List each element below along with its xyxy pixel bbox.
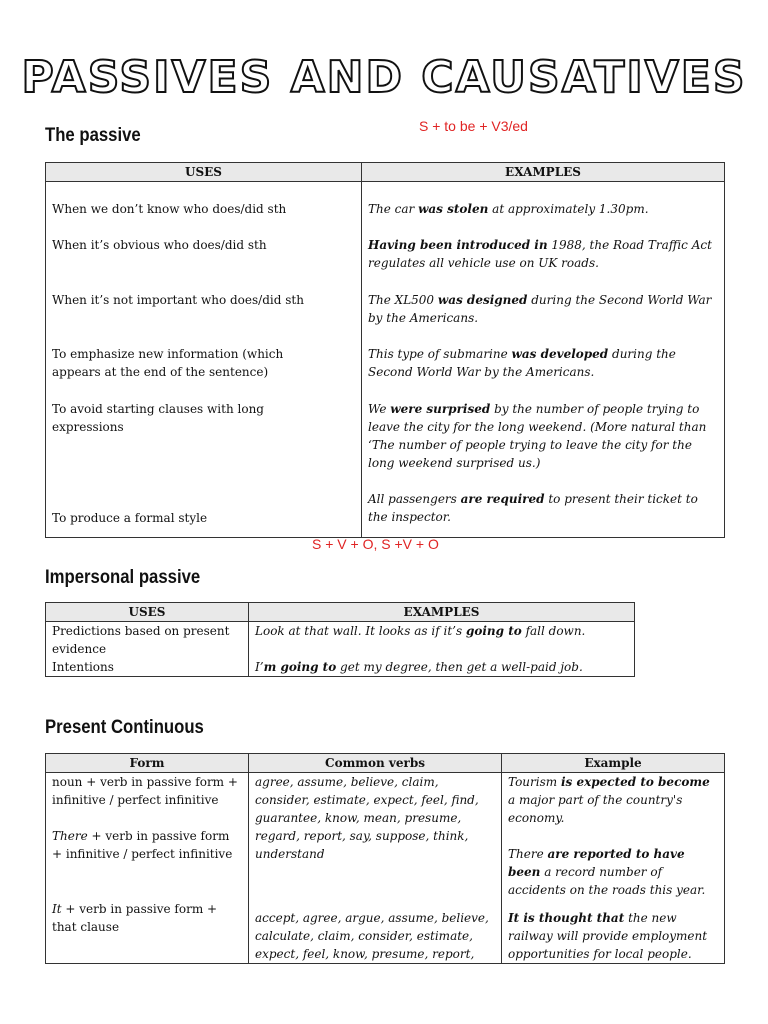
use-item: When it’s not important who does/did sth — [52, 293, 304, 307]
example-sentence: It is thought that the new railway will provide employment opportunities for local people. — [508, 911, 708, 961]
use-item: Intentions — [52, 660, 114, 674]
section-heading-continuous: Present Continuous — [45, 717, 204, 738]
passive-table — [45, 162, 725, 538]
impersonal-table — [45, 602, 635, 677]
column-header-examples: EXAMPLES — [362, 163, 725, 182]
impersonal-formula: S + V + O, S +V + O — [312, 536, 439, 552]
use-item: Predictions based on present evidence — [52, 624, 230, 656]
use-item: To emphasize new information (which appears at the end of the sentence) — [52, 347, 284, 379]
column-header-uses: USES — [46, 603, 249, 622]
verb-list: agree, assume, believe, claim, consider, estimate, expect, feel, find, guarantee, know, mean, presume, regard, report, say, suppose, think, understand — [255, 775, 479, 861]
example-sentence: I’m going to get my degree, then get a well-paid job. — [255, 660, 583, 674]
verb-list: accept, agree, argue, assume, believe, calculate, claim, consider, estimate, expect, feel, know, presume, report, — [255, 911, 489, 961]
passive-formula: S + to be + V3/ed — [419, 118, 528, 134]
use-item: When we don’t know who does/did sth — [52, 202, 287, 216]
section-heading-impersonal: Impersonal passive — [45, 567, 201, 588]
use-item: To avoid starting clauses with long expressions — [52, 402, 264, 434]
use-item: When it’s obvious who does/did sth — [52, 238, 267, 252]
column-header-examples: EXAMPLES — [249, 603, 635, 622]
example-sentence: We were surprised by the number of people trying to leave the city for the long weekend. (More natural than ‘The number of people trying to leave the city for the long weekend surprised us.) — [368, 402, 707, 470]
example-sentence: Tourism is expected to become a major part of the country's economy. — [508, 775, 710, 825]
example-sentence: Look at that wall. It looks as if it’s going to fall down. — [255, 624, 586, 638]
example-sentence: Having been introduced in 1988, the Road Traffic Act regulates all vehicle use on UK roads. — [368, 238, 712, 270]
column-header-uses: USES — [46, 163, 362, 182]
column-header-example: Example — [502, 754, 725, 773]
example-sentence: The XL500 was designed during the Second World War by the Americans. — [368, 293, 712, 325]
page-title: PASSIVES AND CAUSATIVES — [21, 52, 747, 103]
column-header-form: Form — [46, 754, 249, 773]
column-header-verbs: Common verbs — [249, 754, 502, 773]
form-item: It + verb in passive form + that clause — [52, 902, 218, 934]
form-item: There + verb in passive form + infinitive / perfect infinitive — [52, 829, 233, 861]
example-sentence: The car was stolen at approximately 1.30pm. — [368, 202, 649, 216]
example-sentence: This type of submarine was developed during the Second World War by the Americans. — [368, 347, 676, 379]
section-heading-passive: The passive — [45, 125, 141, 146]
use-item: To produce a formal style — [52, 511, 208, 525]
form-item: noun + verb in passive form + infinitive / perfect infinitive — [52, 775, 238, 807]
continuous-table — [45, 753, 725, 964]
example-sentence: There are reported to have been a record number of accidents on the roads this year. — [508, 847, 706, 897]
example-sentence: All passengers are required to present their ticket to the inspector. — [368, 492, 698, 524]
